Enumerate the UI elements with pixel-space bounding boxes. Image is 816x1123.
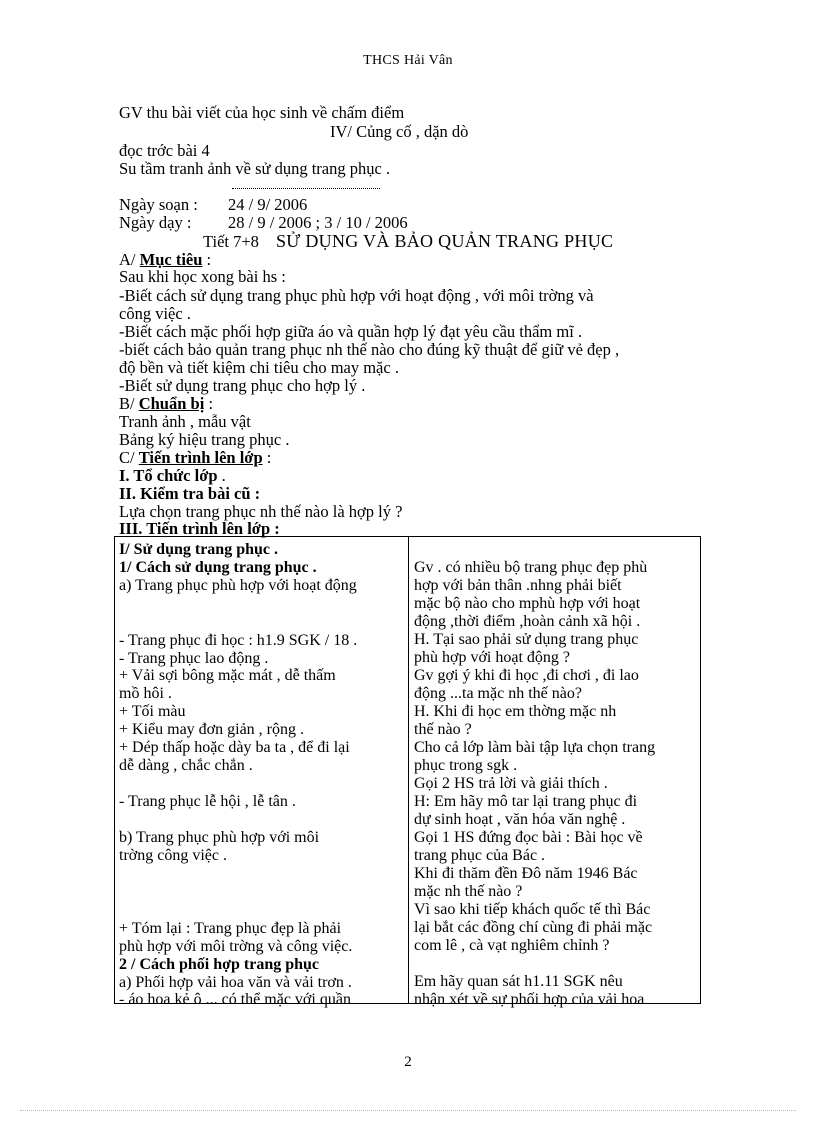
- step-ii: II. Kiểm tra bài cũ :: [119, 484, 261, 503]
- procedure-heading-text: Tiến trình lên lớp: [138, 448, 263, 467]
- objective-line: -biết cách bảo quản trang phục nh thế nào cho đúng kỹ thuật để giữ vẻ đẹp ,: [119, 340, 620, 359]
- table-right-cell-line: Khi đi thăm đền Đô năm 1946 Bác: [414, 865, 638, 882]
- objective-line: -Biết cách mặc phối hợp giữa áo và quần hợp lý đạt yêu cầu thẩm mĩ .: [119, 322, 583, 341]
- table-right-cell-line: thế nào ?: [414, 721, 472, 738]
- preparation-line: Tranh ảnh , mẫu vật: [119, 412, 251, 431]
- table-left-cell-line: + Vải sợi bông mặc mát , dễ thấm: [119, 667, 336, 684]
- table-left-cell-line: - Trang phục lao động .: [119, 650, 269, 667]
- table-left-cell-line: + Tối màu: [119, 703, 186, 720]
- objective-line: -Biết cách sử dụng trang phục phù hợp với hoạt động , với môi trờng và: [119, 286, 594, 305]
- table-right-cell-line: mặc nh thế nào ?: [414, 883, 523, 900]
- preparation-heading-text: Chuẩn bị: [138, 394, 205, 413]
- table-right-cell-line: H. Khi đi học em thờng mặc nh: [414, 703, 617, 720]
- table-right-cell-line: Gv . có nhiều bộ trang phục đẹp phù: [414, 559, 648, 576]
- table-right-cell-line: mặc bộ nào cho mphù hợp với hoạt: [414, 595, 641, 612]
- procedure-heading: C/ Tiến trình lên lớp :: [119, 448, 272, 467]
- table-right-cell-line: động ,thời điểm ,hoàn cảnh xã hội .: [414, 613, 641, 630]
- table-left-cell-line: + Tóm lại : Trang phục đẹp là phải: [119, 920, 342, 937]
- table-left-cell-line: a) Trang phục phù hợp với hoạt động: [119, 577, 357, 594]
- table-right-cell-line: Vì sao khi tiếp khách quốc tế thì Bác: [414, 901, 651, 918]
- table-right-cell-line: H: Em hãy mô tar lại trang phục đi: [414, 793, 638, 810]
- table-left-cell-line: + Dép thấp hoặc dày ba ta , để đi lại: [119, 739, 350, 756]
- objective-line: công việc .: [119, 304, 191, 323]
- date-day-value: 28 / 9 / 2006 ; 3 / 10 / 2006: [228, 213, 408, 232]
- table-right-cell-line: nhận xét về sự phối hợp của vải hoa: [414, 991, 645, 1008]
- preparation-line: Bảng ký hiệu trang phục .: [119, 430, 290, 449]
- page-bottom-border: [20, 1110, 796, 1111]
- table-right-cell-line: dự sinh hoạt , văn hóa văn nghệ .: [414, 811, 626, 828]
- objectives-heading-text: Mục tiêu: [139, 250, 203, 269]
- objective-line: Sau khi học xong bài hs :: [119, 267, 286, 286]
- table-left-cell-line: mồ hôi .: [119, 685, 172, 702]
- table-right-cell-line: lại bắt các đồng chí cùng đi phải mặc: [414, 919, 653, 936]
- table-column-divider: [408, 537, 409, 1003]
- table-right-cell-line: Em hãy quan sát h1.11 SGK nêu: [414, 973, 623, 990]
- table-right-cell-line: phù hợp với hoạt động ?: [414, 649, 571, 666]
- date-day-label: Ngày dạy :: [119, 213, 192, 232]
- table-left-cell-line: b) Trang phục phù hợp với môi: [119, 829, 320, 846]
- objective-line: -Biết sử dụng trang phục cho hợp lý .: [119, 376, 366, 395]
- table-right-cell-line: com lê , cà vạt nghiêm chỉnh ?: [414, 937, 610, 954]
- table-right-cell-line: phục trong sgk .: [414, 757, 518, 774]
- table-right-cell-line: động ...ta mặc nh thế nào?: [414, 685, 582, 702]
- table-right-cell-line: Gv gợi ý khi đi học ,đi chơi , đi lao: [414, 667, 639, 684]
- table-left-cell-line: dễ dàng , chắc chắn .: [119, 757, 253, 774]
- table-left-cell-line: - Trang phục lễ hội , lễ tân .: [119, 793, 296, 810]
- table-right-cell-line: Cho cả lớp làm bài tập lựa chọn trang: [414, 739, 656, 756]
- intro-line-3: đọc trớc bài 4: [119, 141, 210, 160]
- table-right-cell-line: H. Tại sao phải sử dụng trang phục: [414, 631, 639, 648]
- table-right-cell-line: hợp với bản thân .nhng phải biết: [414, 577, 622, 594]
- table-right-cell-line: Gọi 2 HS trả lời và giải thích .: [414, 775, 608, 792]
- page-header: THCS Hải Vân: [363, 53, 453, 68]
- objectives-heading: A/ Mục tiêu :: [119, 250, 212, 269]
- table-left-cell-line: phù hợp với môi trờng và công việc.: [119, 938, 353, 955]
- table-left-cell-line: + Kiểu may đơn giản , rộng .: [119, 721, 305, 738]
- table-left-cell-line: a) Phối hợp vải hoa văn và vải trơn .: [119, 974, 352, 991]
- date-soan-label: Ngày soạn :: [119, 195, 198, 214]
- preparation-heading: B/ Chuẩn bị :: [119, 394, 214, 413]
- step-i: I. Tổ chức lớp .: [119, 466, 226, 485]
- page-number: 2: [404, 1054, 412, 1070]
- step-ii-question: Lựa chọn trang phục nh thế nào là hợp lý ?: [119, 502, 403, 521]
- table-left-cell-line: I/ Sử dụng trang phục .: [119, 541, 278, 558]
- table-left-cell-line: trờng công việc .: [119, 847, 227, 864]
- section-iv-heading: IV/ Củng cố , dặn dò: [330, 122, 469, 141]
- intro-line-4: Su tầm tranh ảnh về sử dụng trang phục .: [119, 159, 391, 178]
- objective-line: độ bền và tiết kiệm chi tiêu cho may mặc .: [119, 358, 399, 377]
- separator-dots: [232, 188, 380, 189]
- table-right-cell-line: Gọi 1 HS đứng đọc bài : Bài học về: [414, 829, 643, 846]
- table-left-cell-line: 2 / Cách phối hợp trang phục: [119, 956, 320, 973]
- table-left-cell-line: 1/ Cách sử dụng trang phục .: [119, 559, 317, 576]
- table-right-cell-line: trang phục của Bác .: [414, 847, 546, 864]
- lesson-period: Tiết 7+8: [203, 232, 259, 251]
- date-soan-value: 24 / 9/ 2006: [228, 195, 308, 214]
- intro-line-1: GV thu bài viết của học sinh về chấm điểm: [119, 103, 405, 122]
- step-iii: III. Tiến trình lên lớp :: [119, 519, 280, 538]
- lesson-title: SỬ DỤNG VÀ BẢO QUẢN TRANG PHỤC: [276, 231, 614, 251]
- table-left-cell-line: - Trang phục đi học : h1.9 SGK / 18 .: [119, 632, 358, 649]
- table-left-cell-line: - áo hoa kẻ ô ... có thể mặc với quần: [119, 991, 351, 1008]
